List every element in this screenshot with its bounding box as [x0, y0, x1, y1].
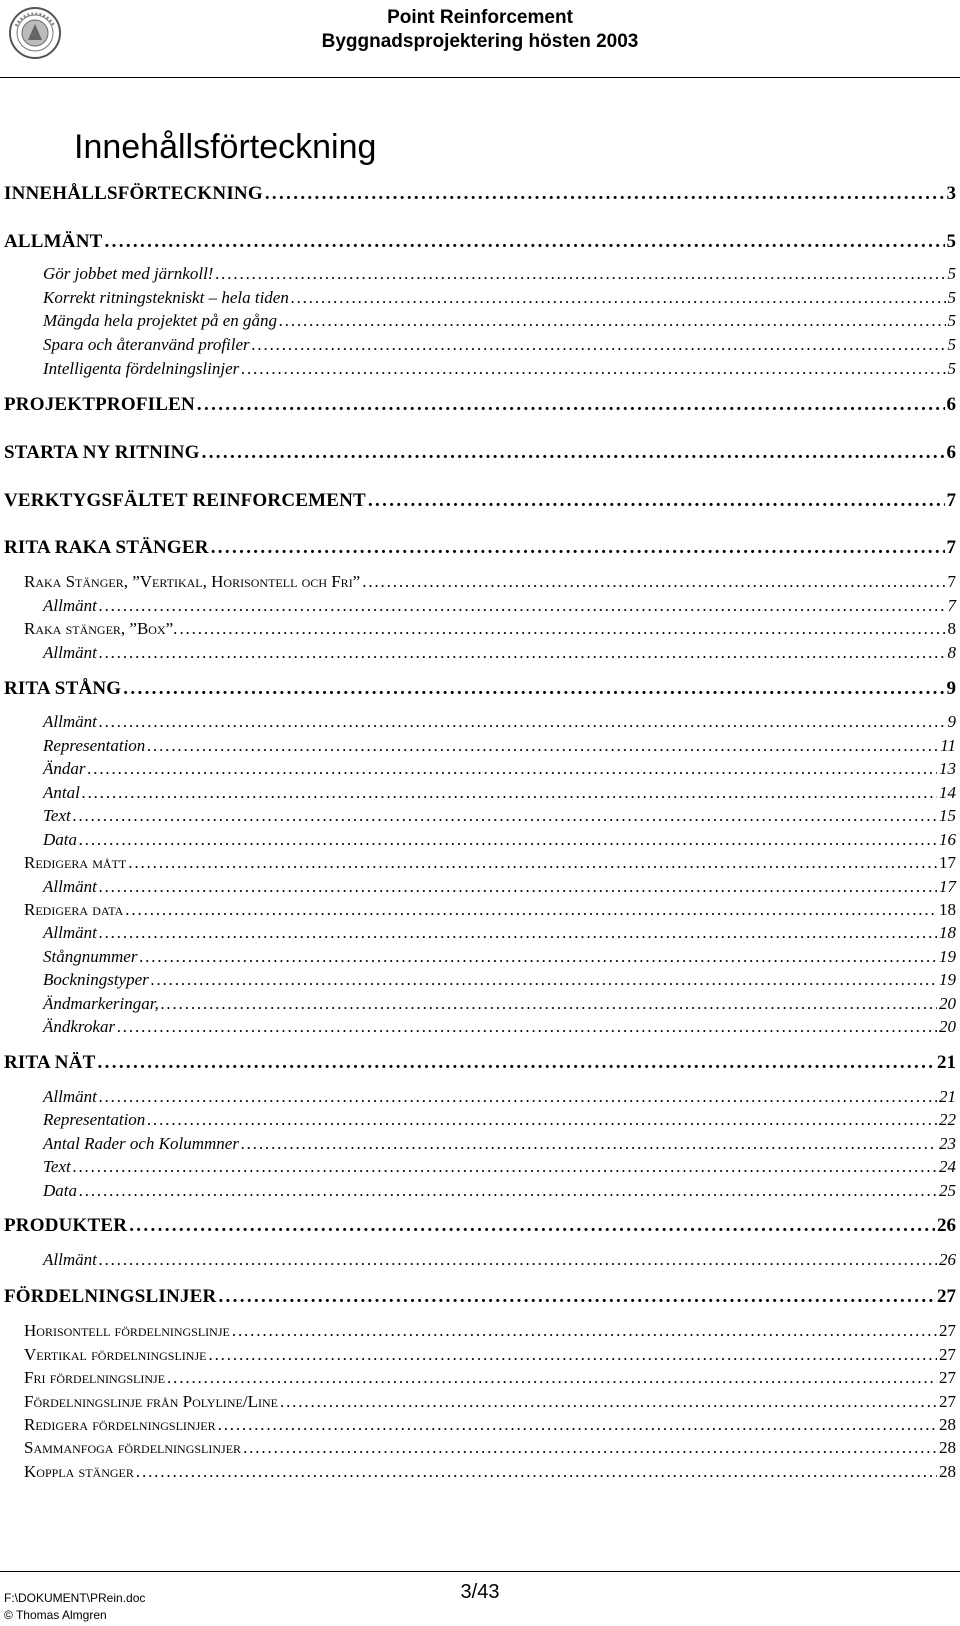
toc-entry[interactable]	[4, 1214, 956, 1238]
toc-entry-label: Redigera mått	[24, 853, 127, 872]
toc-entry[interactable]	[4, 1109, 956, 1131]
toc-entry-label: Ändar	[43, 759, 86, 778]
toc-entry-page: 8	[947, 619, 956, 638]
page-title: Innehållsförteckning	[74, 128, 377, 166]
toc-entry-label: Text	[43, 806, 71, 825]
toc-entry-label: Allmänt	[43, 712, 97, 731]
toc-dot-leader	[202, 441, 945, 465]
toc-entry-label: STARTA NY RITNING	[4, 442, 200, 463]
toc-entry-label: Representation	[43, 736, 146, 755]
toc-entry-label: Fri fördelningslinje	[24, 1368, 166, 1387]
toc-dot-leader	[161, 993, 937, 1015]
toc-dot-leader	[218, 1414, 937, 1436]
toc-dot-leader	[208, 1344, 937, 1366]
toc-entry[interactable]	[4, 1461, 956, 1483]
toc-dot-leader	[82, 782, 937, 804]
toc-entry[interactable]	[4, 1285, 956, 1309]
toc-entry-label: PRODUKTER	[4, 1215, 128, 1236]
toc-dot-leader	[99, 876, 937, 898]
toc-entry-page: 5	[947, 335, 956, 354]
toc-entry[interactable]	[4, 618, 956, 640]
toc-entry-page: 27	[937, 1286, 956, 1307]
toc-entry-label: Sammanfoga fördelningslinjer	[24, 1438, 242, 1457]
toc-entry-label: RITA NÄT	[4, 1052, 96, 1073]
toc-dot-leader	[136, 1461, 937, 1483]
toc-dot-leader	[99, 711, 946, 733]
toc-entry-page: 27	[939, 1321, 956, 1340]
document-title: Point Reinforcement	[387, 7, 573, 28]
toc-entry-label: Data	[43, 1181, 77, 1200]
toc-entry[interactable]	[4, 536, 956, 560]
toc-dot-leader	[128, 852, 937, 874]
toc-entry-label: Korrekt ritningstekniskt – hela tiden	[43, 288, 289, 307]
toc-entry-label: Antal	[43, 783, 80, 802]
toc-entry-label: Allmänt	[43, 877, 97, 896]
toc-dot-leader	[218, 1285, 935, 1309]
toc-dot-leader	[99, 922, 937, 944]
toc-entry-page: 13	[939, 759, 956, 778]
toc-entry[interactable]	[4, 969, 956, 991]
toc-entry-label: Allmänt	[43, 1250, 97, 1269]
toc-entry-label: Ändkrokar	[43, 1017, 116, 1036]
toc-dot-leader	[99, 595, 946, 617]
toc-dot-leader	[197, 393, 945, 417]
toc-entry-page: 17	[939, 853, 956, 872]
toc-dot-leader	[123, 677, 944, 701]
toc-entry-page: 21	[939, 1087, 956, 1106]
toc-dot-leader	[117, 1016, 937, 1038]
toc-dot-leader	[179, 618, 945, 640]
toc-dot-leader	[99, 1249, 937, 1271]
toc-entry[interactable]	[4, 571, 956, 593]
toc-dot-leader	[211, 536, 945, 560]
toc-entry-label: Allmänt	[43, 596, 97, 615]
toc-dot-leader	[243, 1437, 937, 1459]
toc-entry[interactable]	[4, 489, 956, 513]
toc-entry-page: 24	[939, 1157, 956, 1176]
toc-dot-leader	[98, 1051, 935, 1075]
toc-dot-leader	[362, 571, 945, 593]
toc-entry[interactable]	[4, 1437, 956, 1459]
toc-dot-leader	[291, 287, 946, 309]
toc-dot-leader	[147, 1109, 937, 1131]
toc-entry-page: 25	[939, 1181, 956, 1200]
toc-entry[interactable]	[4, 711, 956, 733]
toc-dot-leader	[99, 642, 946, 664]
toc-entry-label: Representation	[43, 1110, 146, 1129]
toc-dot-leader	[105, 230, 945, 254]
toc-entry-label: Redigera fördelningslinjer	[24, 1415, 216, 1434]
toc-dot-leader	[73, 805, 937, 827]
toc-entry-page: 6	[946, 442, 956, 463]
toc-entry-page: 7	[947, 572, 956, 591]
toc-entry-label: Stångnummer	[43, 947, 138, 966]
toc-entry[interactable]	[4, 393, 956, 417]
toc-entry-label: Ändmarkeringar,	[43, 994, 159, 1013]
footer-copyright: © Thomas Almgren	[4, 1608, 107, 1622]
toc-entry-label: Bockningstyper	[43, 970, 149, 989]
toc-entry-label: PROJEKTPROFILEN	[4, 394, 195, 415]
toc-dot-leader	[241, 358, 945, 380]
toc-entry[interactable]	[4, 1414, 956, 1436]
toc-dot-leader	[79, 1180, 937, 1202]
toc-entry-page: 5	[947, 311, 956, 330]
toc-entry[interactable]	[4, 1016, 956, 1038]
toc-entry-page: 21	[937, 1052, 956, 1073]
toc-entry[interactable]	[4, 1086, 956, 1108]
toc-entry-page: 15	[939, 806, 956, 825]
toc-dot-leader	[73, 1156, 937, 1178]
toc-entry[interactable]	[4, 876, 956, 898]
toc-entry[interactable]	[4, 1391, 956, 1413]
toc-entry[interactable]	[4, 1180, 956, 1202]
toc-entry-page: 5	[946, 231, 956, 252]
toc-entry[interactable]	[4, 1051, 956, 1075]
toc-entry[interactable]	[4, 1344, 956, 1366]
toc-entry-label: Allmänt	[43, 923, 97, 942]
toc-dot-leader	[88, 758, 938, 780]
toc-entry[interactable]	[4, 358, 956, 380]
toc-entry-label: VERKTYGSFÄLTET REINFORCEMENT	[4, 490, 366, 511]
toc-entry[interactable]	[4, 1320, 956, 1342]
toc-entry-label: Spara och återanvänd profiler	[43, 335, 250, 354]
toc-entry-page: 20	[939, 1017, 956, 1036]
toc-entry-label: Horisontell fördelningslinje	[24, 1321, 230, 1340]
toc-entry[interactable]	[4, 287, 956, 309]
toc-entry-page: 27	[939, 1392, 956, 1411]
toc-entry[interactable]	[4, 595, 956, 617]
footer-page-number: 3/43	[460, 1581, 500, 1603]
toc-entry-page: 11	[940, 736, 956, 755]
toc-entry-page: 20	[939, 994, 956, 1013]
toc-entry[interactable]	[4, 1367, 956, 1389]
toc-entry-page: 5	[947, 288, 956, 307]
toc-dot-leader	[167, 1367, 937, 1389]
toc-entry-label: FÖRDELNINGSLINJER	[4, 1286, 217, 1307]
toc-entry-page: 17	[939, 877, 956, 896]
toc-entry-page: 28	[939, 1415, 956, 1434]
toc-dot-leader	[215, 263, 945, 285]
toc-entry-page: 16	[939, 830, 956, 849]
toc-entry-label: Vertikal fördelningslinje	[24, 1345, 207, 1364]
toc-entry[interactable]	[4, 182, 956, 206]
toc-entry-page: 9	[946, 678, 956, 699]
toc-entry[interactable]	[4, 993, 956, 1015]
toc-dot-leader	[265, 182, 945, 206]
toc-entry[interactable]	[4, 829, 956, 851]
toc-entry-label: ALLMÄNT	[4, 231, 103, 252]
toc-entry-page: 23	[939, 1134, 956, 1153]
toc-entry[interactable]	[4, 735, 956, 757]
toc-entry-page: 19	[939, 947, 956, 966]
toc-dot-leader	[79, 829, 937, 851]
toc-entry[interactable]	[4, 1156, 956, 1178]
toc-entry-page: 18	[939, 923, 956, 942]
toc-dot-leader	[147, 735, 938, 757]
toc-entry-page: 26	[939, 1250, 956, 1269]
toc-entry-page: 5	[947, 359, 956, 378]
toc-entry-page: 26	[937, 1215, 956, 1236]
toc-entry[interactable]	[4, 782, 956, 804]
toc-entry-label: Allmänt	[43, 1087, 97, 1106]
toc-entry-label: Allmänt	[43, 643, 97, 662]
toc-entry-page: 7	[947, 596, 956, 615]
toc-entry-label: Koppla stänger	[24, 1462, 134, 1481]
toc-entry-page: 22	[939, 1110, 956, 1129]
toc-entry-label: Raka Stänger, ”Vertikal, Horisontell och Fri”	[24, 572, 361, 591]
toc-dot-leader	[241, 1133, 937, 1155]
toc-entry[interactable]	[4, 1249, 956, 1271]
toc-entry-page: 5	[947, 264, 956, 283]
toc-entry[interactable]	[4, 1133, 956, 1155]
toc-entry-page: 7	[946, 537, 956, 558]
toc-entry[interactable]	[4, 852, 956, 874]
toc-entry-page: 28	[939, 1462, 956, 1481]
toc-entry-page: 19	[939, 970, 956, 989]
toc-entry[interactable]	[4, 677, 956, 701]
footer-file-path: F:\DOKUMENT\PRein.doc	[4, 1591, 146, 1605]
toc-dot-leader	[368, 489, 945, 513]
document-subtitle: Byggnadsprojektering hösten 2003	[321, 31, 639, 52]
toc-entry[interactable]	[4, 441, 956, 465]
toc-entry-label: Mängda hela projektet på en gång	[43, 311, 278, 330]
toc-entry[interactable]	[4, 310, 956, 332]
toc-dot-leader	[139, 946, 937, 968]
toc-dot-leader	[125, 899, 937, 921]
toc-entry-page: 18	[939, 900, 956, 919]
toc-entry-label: Intelligenta fördelningslinjer	[43, 359, 240, 378]
toc-entry-page: 27	[939, 1368, 956, 1387]
toc-dot-leader	[280, 1391, 937, 1413]
toc-entry[interactable]	[4, 946, 956, 968]
toc-entry-label: Gör jobbet med järnkoll!	[43, 264, 214, 283]
toc-entry-page: 14	[939, 783, 956, 802]
toc-entry-label: RITA STÅNG	[4, 678, 122, 699]
toc-entry-label: Data	[43, 830, 77, 849]
toc-entry[interactable]	[4, 899, 956, 921]
toc-entry[interactable]	[4, 334, 956, 356]
toc-entry-page: 6	[946, 394, 956, 415]
toc-entry-label: Fördelningslinje från Polyline/Line	[24, 1392, 278, 1411]
toc-entry-label: INNEHÅLLSFÖRTECKNING	[4, 183, 263, 204]
toc-entry-page: 27	[939, 1345, 956, 1364]
toc-dot-leader	[279, 310, 945, 332]
toc-entry-page: 8	[947, 643, 956, 662]
toc-dot-leader	[252, 334, 946, 356]
toc-entry-page: 7	[946, 490, 956, 511]
toc-dot-leader	[99, 1086, 937, 1108]
toc-dot-leader	[232, 1320, 937, 1342]
toc-entry-page: 28	[939, 1438, 956, 1457]
toc-entry-label: Antal Rader och Kolummner	[43, 1134, 239, 1153]
toc-entry-label: Text	[43, 1157, 71, 1176]
toc-entry-label: Redigera data	[24, 900, 124, 919]
toc-dot-leader	[151, 969, 937, 991]
footer-divider	[0, 1571, 960, 1572]
toc-entry[interactable]	[4, 230, 956, 254]
toc-entry[interactable]	[4, 922, 956, 944]
toc-entry[interactable]	[4, 642, 956, 664]
toc-entry-label: Raka stänger, ”Box”.	[24, 619, 178, 638]
toc-entry-page: 3	[946, 183, 956, 204]
toc-entry[interactable]	[4, 758, 956, 780]
toc-entry-page: 9	[947, 712, 956, 731]
toc-entry[interactable]	[4, 263, 956, 285]
toc-entry[interactable]	[4, 805, 956, 827]
toc-dot-leader	[129, 1214, 935, 1238]
toc-entry-label: RITA RAKA STÄNGER	[4, 537, 209, 558]
